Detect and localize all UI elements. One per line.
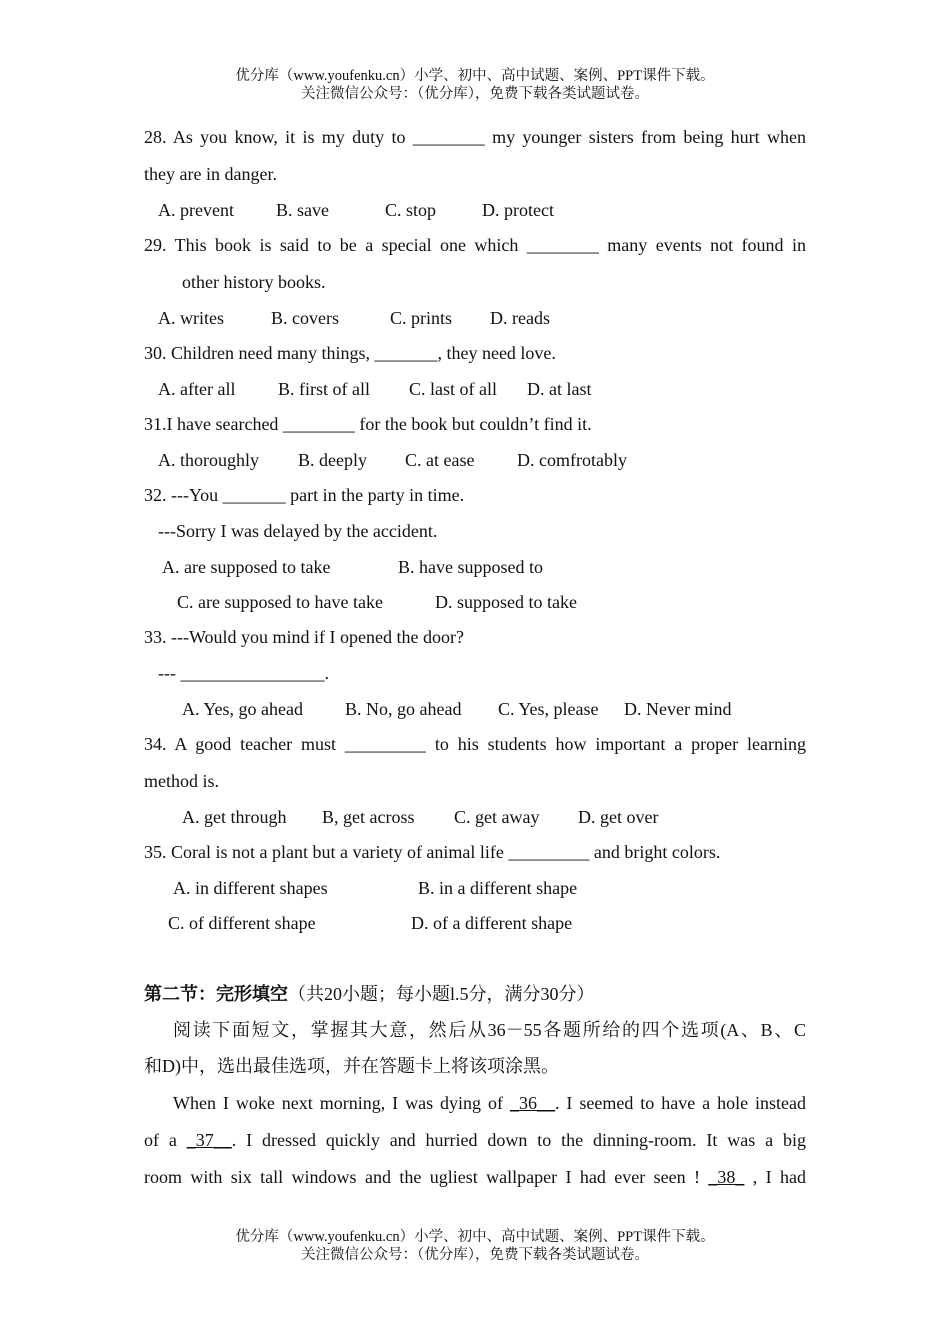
q30-option-d: D. at last bbox=[527, 379, 592, 399]
q28-option-b: B. save bbox=[276, 200, 329, 220]
q31-option-c: C. at ease bbox=[405, 450, 475, 470]
q29-option-c: C. prints bbox=[390, 308, 453, 328]
q29-option-d: D. reads bbox=[490, 308, 550, 328]
question-29-line-2: other history books. bbox=[182, 272, 326, 292]
question-34-line-2: method is. bbox=[144, 771, 219, 791]
q31-option-a: A. thoroughly bbox=[158, 450, 259, 470]
q35-option-a: A. in different shapes bbox=[173, 878, 328, 898]
question-28-line-1: 28. As you know, it is my duty to ________ my younger sisters from being hurt when bbox=[144, 127, 806, 147]
q33-option-a: A. Yes, go ahead bbox=[182, 699, 303, 719]
footer-line-1: 优分库（www.youfenku.cn）小学、初中、高中试题、案例、PPT课件下载。 bbox=[235, 1229, 715, 1245]
q31-option-d: D. comfrotably bbox=[517, 450, 627, 470]
q30-option-a: A. after all bbox=[158, 379, 236, 399]
question-34-line-1: 34. A good teacher must _________ to his students how important a proper learning bbox=[144, 734, 806, 754]
q34-option-d: D. get over bbox=[578, 807, 659, 827]
q28-option-a: A. prevent bbox=[158, 200, 234, 220]
q29-option-b: B. covers bbox=[271, 308, 339, 328]
q30-option-c: C. last of all bbox=[409, 379, 497, 399]
blank-38: _38_ bbox=[708, 1167, 745, 1187]
question-33-line-1: 33. ---Would you mind if I opened the door? bbox=[144, 627, 464, 647]
passage-text: When I woke next morning, I was dying of bbox=[173, 1093, 510, 1113]
passage-text: . I seemed to have a hole instead bbox=[554, 1093, 806, 1113]
footer-line-2: 关注微信公众号：（优分库），免费下载各类试题试卷。 bbox=[301, 1247, 649, 1263]
question-30-line-1: 30. Children need many things, _______, they need love. bbox=[144, 343, 556, 363]
blank-36: _36__ bbox=[509, 1093, 555, 1113]
passage-line-3 bbox=[144, 1166, 806, 1188]
q32-option-d: D. supposed to take bbox=[435, 592, 577, 612]
passage-line-2 bbox=[144, 1129, 806, 1151]
q32-option-a: A. are supposed to take bbox=[162, 557, 331, 577]
q34-option-a: A. get through bbox=[182, 807, 287, 827]
section-2-title: 第二节：完形填空 bbox=[144, 984, 288, 1004]
section-2-instructions-line-2: 和D)中，选出最佳选项，并在答题卡上将该项涂黑。 bbox=[144, 1056, 559, 1076]
page-header bbox=[0, 67, 950, 103]
passage-text: of a bbox=[144, 1130, 187, 1150]
q35-option-c: C. of different shape bbox=[168, 913, 316, 933]
passage-text: room with six tall windows and the ugliest wallpaper I had ever seen ! bbox=[144, 1167, 709, 1187]
question-35-line-1: 35. Coral is not a plant but a variety of animal life _________ and bright colors. bbox=[144, 842, 721, 862]
q33-option-b: B. No, go ahead bbox=[345, 699, 462, 719]
q35-option-d: D. of a different shape bbox=[411, 913, 573, 933]
q34-option-c: C. get away bbox=[454, 807, 540, 827]
passage-text: . I dressed quickly and hurried down to the dinning-room. It was a big bbox=[231, 1130, 806, 1150]
section-2-heading bbox=[144, 983, 595, 1005]
q32-option-c: C. are supposed to have take bbox=[177, 592, 383, 612]
header-line-2: 关注微信公众号：（优分库），免费下载各类试题试卷。 bbox=[301, 86, 649, 102]
blank-37: _37__ bbox=[186, 1130, 232, 1150]
q32-option-b: B. have supposed to bbox=[398, 557, 543, 577]
header-line-1: 优分库（www.youfenku.cn）小学、初中、高中试题、案例、PPT课件下载。 bbox=[235, 68, 715, 84]
q33-option-c: C. Yes, please bbox=[498, 699, 599, 719]
question-32-line-1: 32. ---You _______ part in the party in time. bbox=[144, 485, 465, 505]
q34-option-b: B, get across bbox=[322, 807, 415, 827]
section-2-title-note: （共20小题；每小题l.5分，满分30分） bbox=[288, 984, 595, 1004]
passage-line-1 bbox=[173, 1092, 806, 1114]
question-33-line-2: --- ________________. bbox=[158, 663, 329, 683]
question-28-line-2: they are in danger. bbox=[144, 164, 277, 184]
q28-option-d: D. protect bbox=[482, 200, 554, 220]
page-footer bbox=[0, 1228, 950, 1264]
q29-option-a: A. writes bbox=[158, 308, 224, 328]
q31-option-b: B. deeply bbox=[298, 450, 367, 470]
section-2-instructions-line-1: 阅读下面短文，掌握其大意，然后从36－55各题所给的四个选项(A、B、C bbox=[173, 1020, 806, 1040]
question-31-line-1: 31.I have searched ________ for the book but couldn’t find it. bbox=[144, 414, 592, 434]
question-29-line-1: 29. This book is said to be a special one which ________ many events not found in bbox=[144, 235, 806, 255]
q28-option-c: C. stop bbox=[385, 200, 437, 220]
passage-text: , I had bbox=[744, 1167, 806, 1187]
q30-option-b: B. first of all bbox=[278, 379, 370, 399]
q33-option-d: D. Never mind bbox=[624, 699, 732, 719]
question-32-line-2: ---Sorry I was delayed by the accident. bbox=[158, 521, 438, 541]
q35-option-b: B. in a different shape bbox=[418, 878, 578, 898]
